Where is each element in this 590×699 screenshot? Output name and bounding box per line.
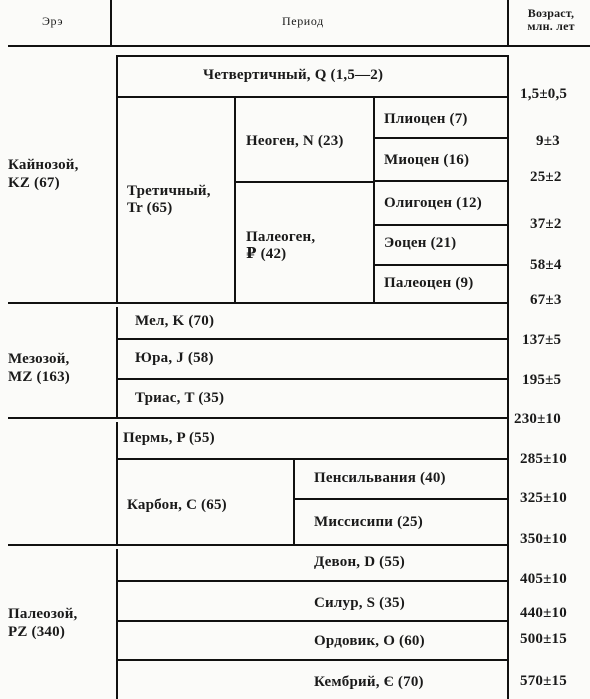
header-age-line2: млн. лет [527, 19, 575, 33]
divider [234, 97, 236, 302]
divider [110, 0, 112, 47]
subperiod-paleogene [246, 229, 315, 263]
period-cambrian: Кембрий, Є (70) [314, 674, 424, 690]
period-tertiary-name: Третичный, [127, 183, 211, 199]
divider [116, 338, 509, 340]
age-value: 570±15 [520, 673, 567, 689]
era-boundary [8, 544, 509, 546]
age-value: 37±2 [530, 216, 562, 232]
divider [116, 96, 509, 98]
header-underline [8, 45, 590, 47]
era-paleozoic-code: PZ (340) [8, 624, 66, 640]
subperiod-neogene: Неоген, N (23) [246, 133, 344, 149]
divider [373, 97, 375, 302]
age-value: 1,5±0,5 [520, 86, 568, 102]
era-boundary [8, 417, 509, 419]
epoch-eocene: Эоцен (21) [384, 235, 457, 251]
period-tertiary [127, 183, 211, 217]
header-era: Эрэ [42, 14, 64, 28]
divider [116, 307, 118, 417]
divider [116, 55, 118, 304]
divider [116, 422, 118, 546]
age-value: 58±4 [530, 257, 562, 273]
period-ordovician: Ордовик, O (60) [314, 633, 425, 649]
header-age-line1: Возраст, [527, 6, 575, 20]
epoch-pliocene: Плиоцен (7) [384, 111, 468, 127]
period-quaternary: Четвертичный, Q (1,5—2) [203, 67, 384, 83]
period-carboniferous: Карбон, C (65) [127, 497, 227, 513]
age-value: 500±15 [520, 631, 567, 647]
divider [116, 55, 509, 57]
divider [116, 549, 118, 699]
period-jurassic: Юра, J (58) [135, 350, 214, 366]
divider [116, 378, 509, 380]
era-paleozoic-name: Палеозой, [8, 606, 78, 622]
period-permian: Пермь, P (55) [123, 430, 215, 446]
age-value: 230±10 [514, 411, 561, 427]
divider [116, 659, 509, 661]
age-value: 25±2 [530, 169, 562, 185]
period-tertiary-code: Tr (65) [127, 200, 173, 216]
subperiod-mississippian: Миссисипи (25) [314, 514, 423, 530]
epoch-paleocene: Палеоцен (9) [384, 275, 474, 291]
age-value: 440±10 [520, 605, 567, 621]
era-boundary [8, 302, 509, 304]
divider [507, 55, 509, 699]
era-mesozoic [8, 350, 70, 386]
epoch-miocene: Миоцен (16) [384, 152, 470, 168]
epoch-oligocene: Олигоцен (12) [384, 195, 482, 211]
divider [375, 180, 507, 182]
divider [236, 181, 373, 183]
header-age [512, 7, 590, 33]
divider [375, 224, 507, 226]
divider [293, 459, 295, 544]
age-value: 325±10 [520, 490, 567, 506]
divider [375, 264, 507, 266]
divider [507, 0, 509, 47]
age-value: 137±5 [522, 332, 562, 348]
age-value: 195±5 [522, 372, 562, 388]
period-silurian: Силур, S (35) [314, 595, 405, 611]
age-value: 285±10 [520, 451, 567, 467]
era-paleozoic [8, 605, 78, 641]
header-period: Период [282, 14, 324, 28]
subperiod-paleogene-code: ₽ (42) [246, 246, 287, 262]
age-value: 350±10 [520, 531, 567, 547]
subperiod-paleogene-name: Палеоген, [246, 229, 316, 245]
age-value: 9±3 [536, 133, 560, 149]
era-mesozoic-code: MZ (163) [8, 369, 71, 385]
period-devonian: Девон, D (55) [314, 554, 405, 570]
divider [116, 620, 509, 622]
age-value: 67±3 [530, 292, 562, 308]
divider [116, 580, 509, 582]
era-cenozoic-name: Кайнозой, [8, 157, 79, 173]
period-triassic: Триас, T (35) [135, 390, 225, 406]
era-cenozoic-code: KZ (67) [8, 175, 60, 191]
era-mesozoic-name: Мезозой, [8, 351, 70, 367]
subperiod-pennsylvanian: Пенсильвания (40) [314, 470, 446, 486]
divider [375, 137, 507, 139]
divider [116, 458, 509, 460]
era-cenozoic [8, 156, 79, 192]
age-value: 405±10 [520, 571, 567, 587]
divider [295, 498, 509, 500]
period-cretaceous: Мел, K (70) [135, 313, 215, 329]
